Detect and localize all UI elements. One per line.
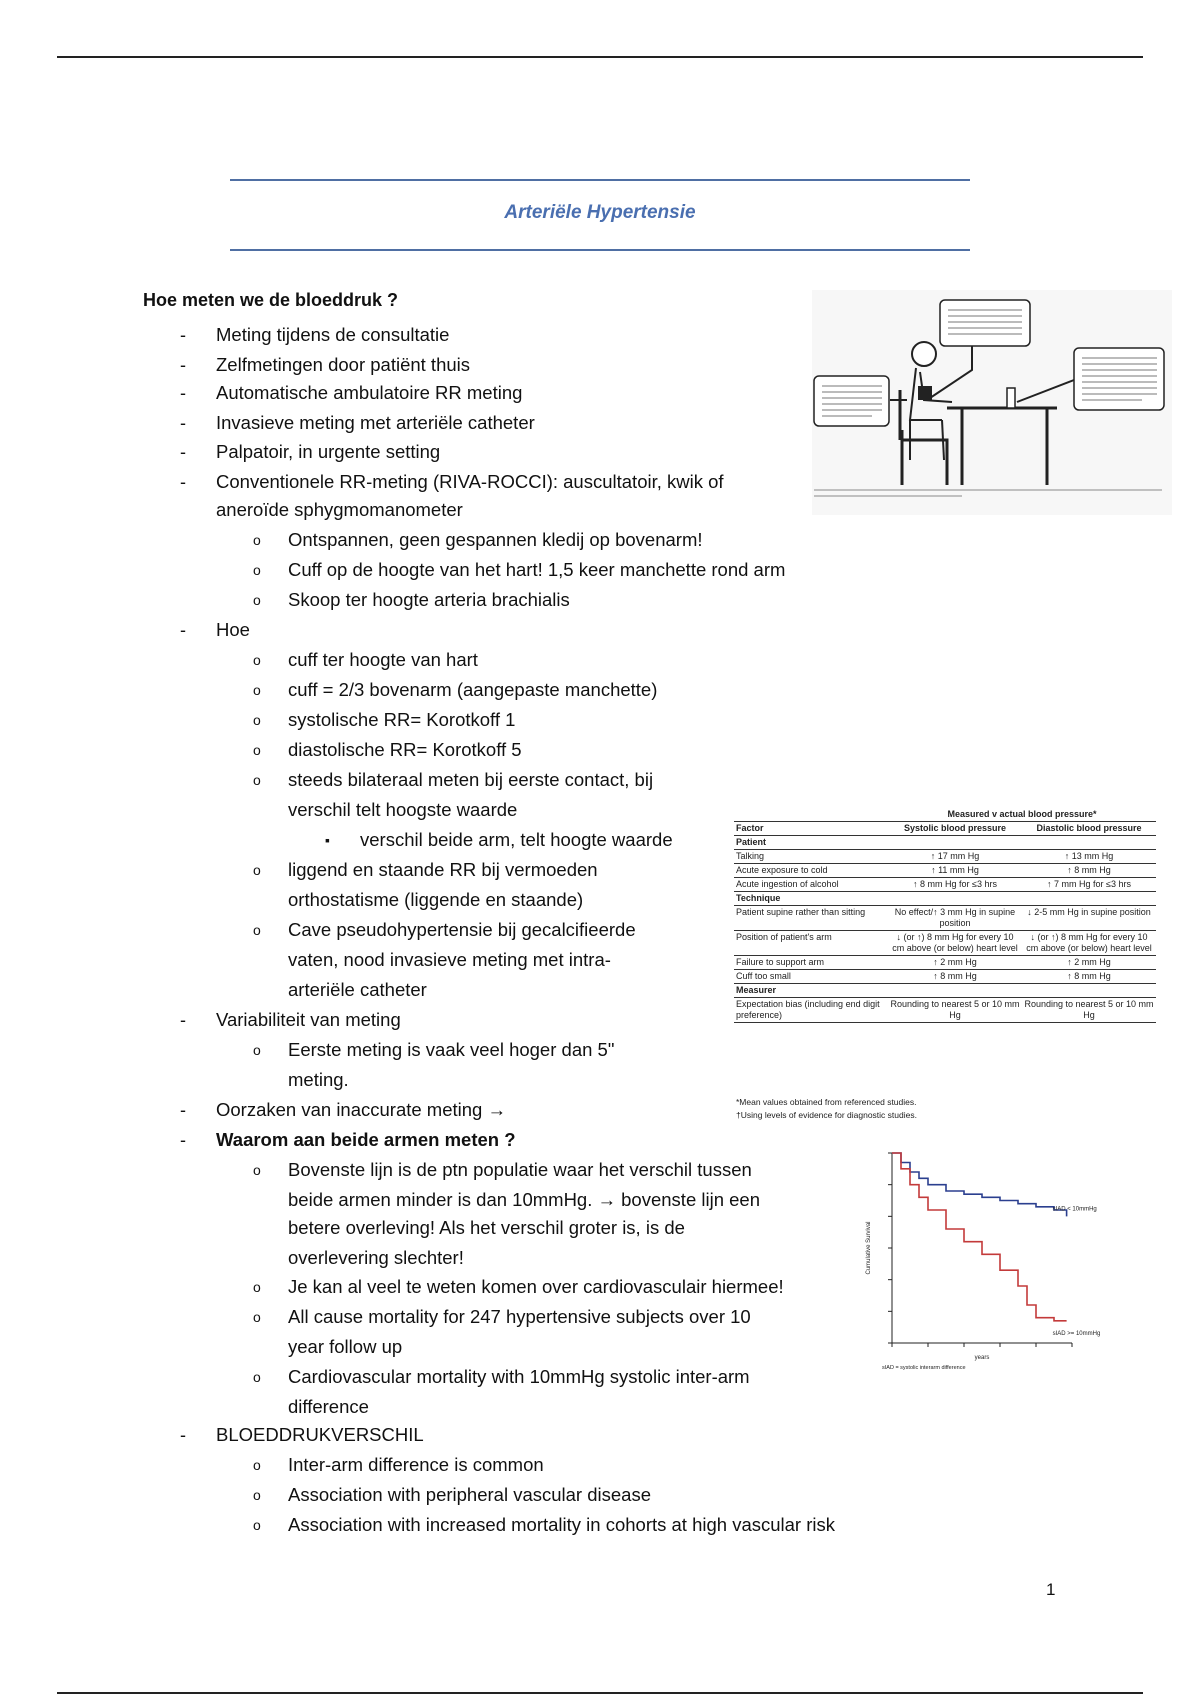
bullet-marker: - (180, 472, 186, 492)
table-cell-diastolic: ↑ 8 mm Hg (1022, 864, 1156, 878)
bullet-marker: ▪ (325, 832, 330, 848)
chart-caption: sIAD = systolic interarm difference (882, 1365, 966, 1371)
list-item: verschil beide arm, telt hoogte waarde (360, 829, 673, 850)
table-cell-systolic: No effect/↑ 3 mm Hg in supine position (888, 906, 1022, 931)
list-item: Hoe (216, 619, 250, 640)
list-item-continuation: meting. (288, 1069, 349, 1090)
bullet-marker: o (253, 1487, 261, 1503)
series-label-1: sIAD >= 10mmHg (1052, 1330, 1100, 1337)
page-top-rule (57, 56, 1143, 58)
bp-factors-table (734, 808, 1156, 1023)
table-row (734, 864, 1156, 878)
callout-box-top (940, 300, 1030, 346)
list-item-continuation: beide armen minder is dan 10mmHg. → bovenste lijn een (288, 1189, 760, 1210)
list-item: cuff ter hoogte van hart (288, 649, 478, 670)
list-item-continuation: verschil telt hoogste waarde (288, 799, 518, 820)
bullet-marker: o (253, 1309, 261, 1325)
bullet-marker: o (253, 742, 261, 758)
list-item: Zelfmetingen door patiënt thuis (216, 354, 471, 375)
list-item-continuation: aneroïde sphygmomanometer (216, 499, 463, 520)
table-cell-diastolic: Rounding to nearest 5 or 10 mm Hg (1022, 998, 1156, 1023)
table-cell-systolic: Rounding to nearest 5 or 10 mm Hg (888, 998, 1022, 1023)
table-section-label: Measurer (734, 984, 1156, 998)
list-item: Cuff op de hoogte van het hart! 1,5 keer manchette rond arm (288, 559, 786, 580)
table-header-diastolic: Diastolic blood pressure (1022, 822, 1156, 836)
list-item: Skoop ter hoogte arteria brachialis (288, 589, 570, 610)
list-item-continuation: year follow up (288, 1336, 403, 1357)
list-item: systolische RR= Korotkoff 1 (288, 709, 516, 730)
bullet-marker: - (180, 620, 186, 640)
list-item: Conventionele RR-meting (RIVA-ROCCI): auscultatoir, kwik of (216, 471, 724, 492)
table-cell-factor: Acute exposure to cold (734, 864, 888, 878)
series-label-0: sIAD < 10mmHg (1052, 1206, 1097, 1213)
table-super-header: Measured v actual blood pressure* (888, 808, 1156, 822)
callout-box-right (1074, 348, 1164, 410)
list-item: Waarom aan beide armen meten ? (216, 1129, 516, 1150)
bullet-marker: o (253, 562, 261, 578)
table-row (734, 998, 1156, 1023)
list-item-continuation: difference (288, 1396, 369, 1417)
x-axis-label: years (974, 1355, 990, 1361)
table-cell-systolic: ↑ 8 mm Hg for ≤3 hrs (888, 878, 1022, 892)
table-row (734, 850, 1156, 864)
table-cell-diastolic: ↑ 7 mm Hg for ≤3 hrs (1022, 878, 1156, 892)
list-item-continuation: vaten, nood invasieve meting met intra- (288, 949, 611, 970)
bullet-marker: o (253, 712, 261, 728)
bullet-marker: - (180, 1425, 186, 1445)
list-item: cuff = 2/3 bovenarm (aangepaste manchette) (288, 679, 658, 700)
list-item: Association with increased mortality in cohorts at high vascular risk (288, 1514, 836, 1535)
bullet-marker: - (180, 413, 186, 433)
section-heading: Hoe meten we de bloeddruk ? (143, 290, 399, 310)
bullet-marker: o (253, 592, 261, 608)
list-item: liggend en staande RR bij vermoeden (288, 859, 598, 880)
list-item: All cause mortality for 247 hypertensive subjects over 10 (288, 1306, 751, 1327)
list-item: Variabiliteit van meting (216, 1009, 401, 1030)
table-cell-factor: Cuff too small (734, 970, 888, 984)
list-item: Cave pseudohypertensie bij gecalcifieerde (288, 919, 636, 940)
table-cell-systolic: ↓ (or ↑) 8 mm Hg for every 10 cm above (or below) heart level (888, 931, 1022, 956)
list-item-continuation: orthostatisme (liggende en staande) (288, 889, 584, 910)
table-cell-diastolic: ↓ 2-5 mm Hg in supine position (1022, 906, 1156, 931)
table-cell-diastolic: ↑ 8 mm Hg (1022, 970, 1156, 984)
bp-measurement-illustration (812, 290, 1172, 515)
list-item-continuation: overlevering slechter! (288, 1247, 464, 1268)
list-item: Invasieve meting met arteriële catheter (216, 412, 535, 433)
table-cell-factor: Expectation bias (including end digit preference) (734, 998, 888, 1023)
list-item: Association with peripheral vascular disease (288, 1484, 651, 1505)
table-section-label: Patient (734, 836, 1156, 850)
bullet-marker: - (180, 355, 186, 375)
table-row (734, 878, 1156, 892)
list-item: Palpatoir, in urgente setting (216, 441, 441, 462)
bullet-marker: - (180, 383, 186, 403)
bullet-marker: - (180, 1130, 186, 1150)
bullet-marker: o (253, 862, 261, 878)
series-line-1 (892, 1153, 1067, 1321)
list-item: Bovenste lijn is de ptn populatie waar het verschil tussen (288, 1159, 752, 1180)
bullet-marker: o (253, 682, 261, 698)
list-item: steeds bilateraal meten bij eerste contact, bij (288, 769, 654, 790)
bullet-marker: o (253, 1517, 261, 1533)
table-cell-factor: Acute ingestion of alcohol (734, 878, 888, 892)
list-item: Automatische ambulatoire RR meting (216, 382, 523, 403)
bullet-marker: o (253, 652, 261, 668)
bp-cuff (918, 386, 932, 400)
bullet-marker: o (253, 1042, 261, 1058)
bullet-marker: o (253, 1279, 261, 1295)
bullet-marker: o (253, 1457, 261, 1473)
table-footnote-2: †Using levels of evidence for diagnostic studies. (736, 1110, 917, 1120)
table-section-row (734, 836, 1156, 850)
bullet-marker: - (180, 1100, 186, 1120)
page-title: Arteriële Hypertensie (504, 202, 696, 223)
table-cell-diastolic: ↑ 2 mm Hg (1022, 956, 1156, 970)
list-item: Eerste meting is vaak veel hoger dan 5" (288, 1039, 615, 1060)
table-footnote-1: *Mean values obtained from referenced studies. (736, 1097, 917, 1107)
table-cell-systolic: ↑ 2 mm Hg (888, 956, 1022, 970)
table-header-systolic: Systolic blood pressure (888, 822, 1022, 836)
title-rule-top (230, 179, 970, 181)
title-rule-bottom (230, 249, 970, 251)
survival-chart (860, 1145, 1100, 1385)
list-item-continuation: betere overleving! Als het verschil groter is, is de (288, 1217, 685, 1238)
table-cell-systolic: ↑ 11 mm Hg (888, 864, 1022, 878)
bullet-marker: - (180, 442, 186, 462)
bullet-marker: - (180, 325, 186, 345)
table-header-factor: Factor (734, 822, 888, 836)
page-number: 1 (1046, 1580, 1056, 1599)
table-cell-factor: Failure to support arm (734, 956, 888, 970)
table-section-row (734, 984, 1156, 998)
bullet-marker: o (253, 1162, 261, 1178)
table-cell-factor: Patient supine rather than sitting (734, 906, 888, 931)
list-item: Je kan al veel te weten komen over cardiovasculair hiermee! (288, 1276, 784, 1297)
table-cell-factor: Talking (734, 850, 888, 864)
table-row (734, 956, 1156, 970)
bullet-marker: - (180, 1010, 186, 1030)
bullet-marker: o (253, 1369, 261, 1385)
list-item: Inter-arm difference is common (288, 1454, 544, 1475)
table-row (734, 906, 1156, 931)
list-item: diastolische RR= Korotkoff 5 (288, 739, 522, 760)
list-item-continuation: arteriële catheter (288, 979, 427, 1000)
table-row (734, 931, 1156, 956)
table-cell-systolic: ↑ 8 mm Hg (888, 970, 1022, 984)
table-section-label: Technique (734, 892, 1156, 906)
table-cell-factor: Position of patient's arm (734, 931, 888, 956)
bullet-marker: o (253, 532, 261, 548)
list-item: Meting tijdens de consultatie (216, 324, 450, 345)
page-bottom-rule (57, 1692, 1143, 1694)
bullet-marker: o (253, 922, 261, 938)
list-item: Ontspannen, geen gespannen kledij op bovenarm! (288, 529, 703, 550)
table-cell-systolic: ↑ 17 mm Hg (888, 850, 1022, 864)
list-item: BLOEDDRUKVERSCHIL (216, 1424, 424, 1445)
table-cell-diastolic: ↑ 13 mm Hg (1022, 850, 1156, 864)
table-section-row (734, 892, 1156, 906)
y-axis-label: Cumulative Survival (866, 1221, 872, 1275)
sphygmomanometer (1007, 388, 1015, 408)
callout-box-left (814, 376, 889, 426)
bullet-marker: o (253, 772, 261, 788)
list-item: Cardiovascular mortality with 10mmHg systolic inter-arm (288, 1366, 750, 1387)
table-cell-diastolic: ↓ (or ↑) 8 mm Hg for every 10 cm above (or below) heart level (1022, 931, 1156, 956)
table-row (734, 970, 1156, 984)
list-item: Oorzaken van inaccurate meting → (216, 1099, 506, 1120)
